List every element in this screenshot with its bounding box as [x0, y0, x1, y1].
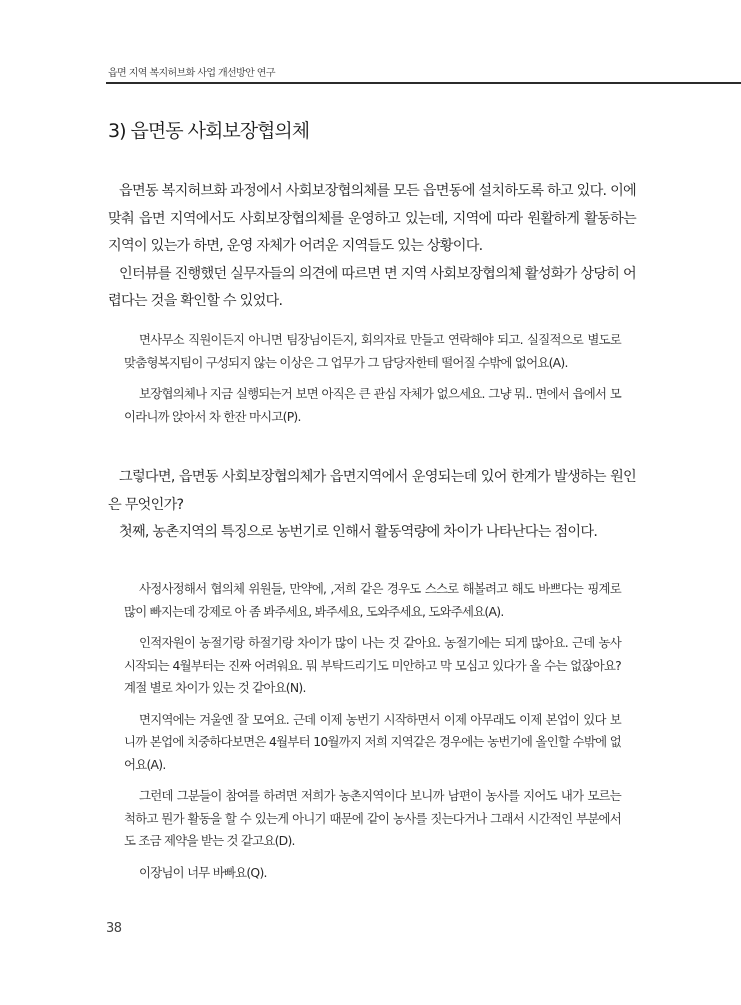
interview-quote: 그런데 그분들이 참여를 하려면 저희가 농촌지역이다 보니까 남편이 농사를 지어도 내가 모르는 척하고 뭔가 활동을 할 수 있는게 아니기 때문에 같이 농사를 짓는다거나 그래서 시간적인 부분에서도 조금 제약을 받는 것 같고요(D). — [124, 788, 621, 848]
intro-paragraph: 읍면동 복지허브화 과정에서 사회보장협의체를 모든 읍면동에 설치하도록 하고 있다. 이에 맞춰 읍면 지역에서도 사회보장협의체를 운영하고 있는데, 지역에 따라 원활하게 활동하는 지역이 있는가 하면, 운영 자체가 어려운 지역들도 있는 상황이다. — [108, 183, 636, 254]
middle-text-block — [108, 464, 636, 547]
page-number: 38 — [106, 921, 122, 936]
interview-quotes-2 — [124, 578, 621, 893]
interview-quote: 인적자원이 농절기랑 하절기랑 차이가 많이 나는 것 같아요. 농절기에는 되게 많아요. 근데 농사 시작되는 4월부터는 진짜 어려워요. 뭐 부탁드리기도 미안하고 막 모심고 있다가 올 수는 없잖아요? 계절 별로 차이가 있는 것 같아요(N). — [124, 635, 621, 695]
header-divider — [106, 82, 741, 84]
intro-text-block — [108, 178, 636, 316]
interview-quote: 면사무소 직원이든지 아니면 팀장님이든지, 회의자료 만들고 연락해야 되고. 실질적으로 별도로 맞춤형복지팀이 구성되지 않는 이상은 그 업무가 그 담당자한테 떨어질 수밖에 없어요(A). — [124, 332, 621, 370]
interview-quote: 사정사정해서 협의체 위원들, 만약에, ,저희 같은 경우도 스스로 해볼려고 해도 바쁘다는 핑계로 많이 빠지는데 강제로 아 좀 봐주세요, 봐주세요, 도와주세요, 도와주세요(A). — [124, 581, 621, 619]
intro-paragraph: 인터뷰를 진행했던 실무자들의 의견에 따르면 면 지역 사회보장협의체 활성화가 상당히 어렵다는 것을 확인할 수 있었다. — [108, 265, 636, 309]
body-paragraph: 그렇다면, 읍면동 사회보장협의체가 읍면지역에서 운영되는데 있어 한계가 발생하는 원인은 무엇인가? — [108, 469, 636, 513]
interview-quote: 이장님이 너무 바빠요(Q). — [139, 864, 267, 880]
interview-quote: 면지역에는 겨울엔 잘 모여요. 근데 이제 농번기 시작하면서 이제 아무래도 이제 본업이 있다 보니까 본업에 치중하다보면은 4월부터 10월까지 저희 지역같은 경우에는 농번기에 올인할 수밖에 없어요(A). — [124, 711, 621, 772]
running-header: 읍면 지역 복지허브화 사업 개선방안 연구 — [108, 68, 275, 79]
interview-quote: 보장협의체나 지금 실행되는거 보면 아직은 큰 관심 자체가 없으세요. 그냥 뭐.. 면에서 읍에서 모이라니까 앉아서 차 한잔 마시고(P). — [124, 386, 621, 424]
interview-quotes-1 — [124, 329, 621, 437]
body-paragraph: 첫째, 농촌지역의 특징으로 농번기로 인해서 활동역량에 차이가 나타난다는 점이다. — [119, 524, 598, 540]
section-title: 3) 읍면동 사회보장협의체 — [108, 120, 310, 142]
